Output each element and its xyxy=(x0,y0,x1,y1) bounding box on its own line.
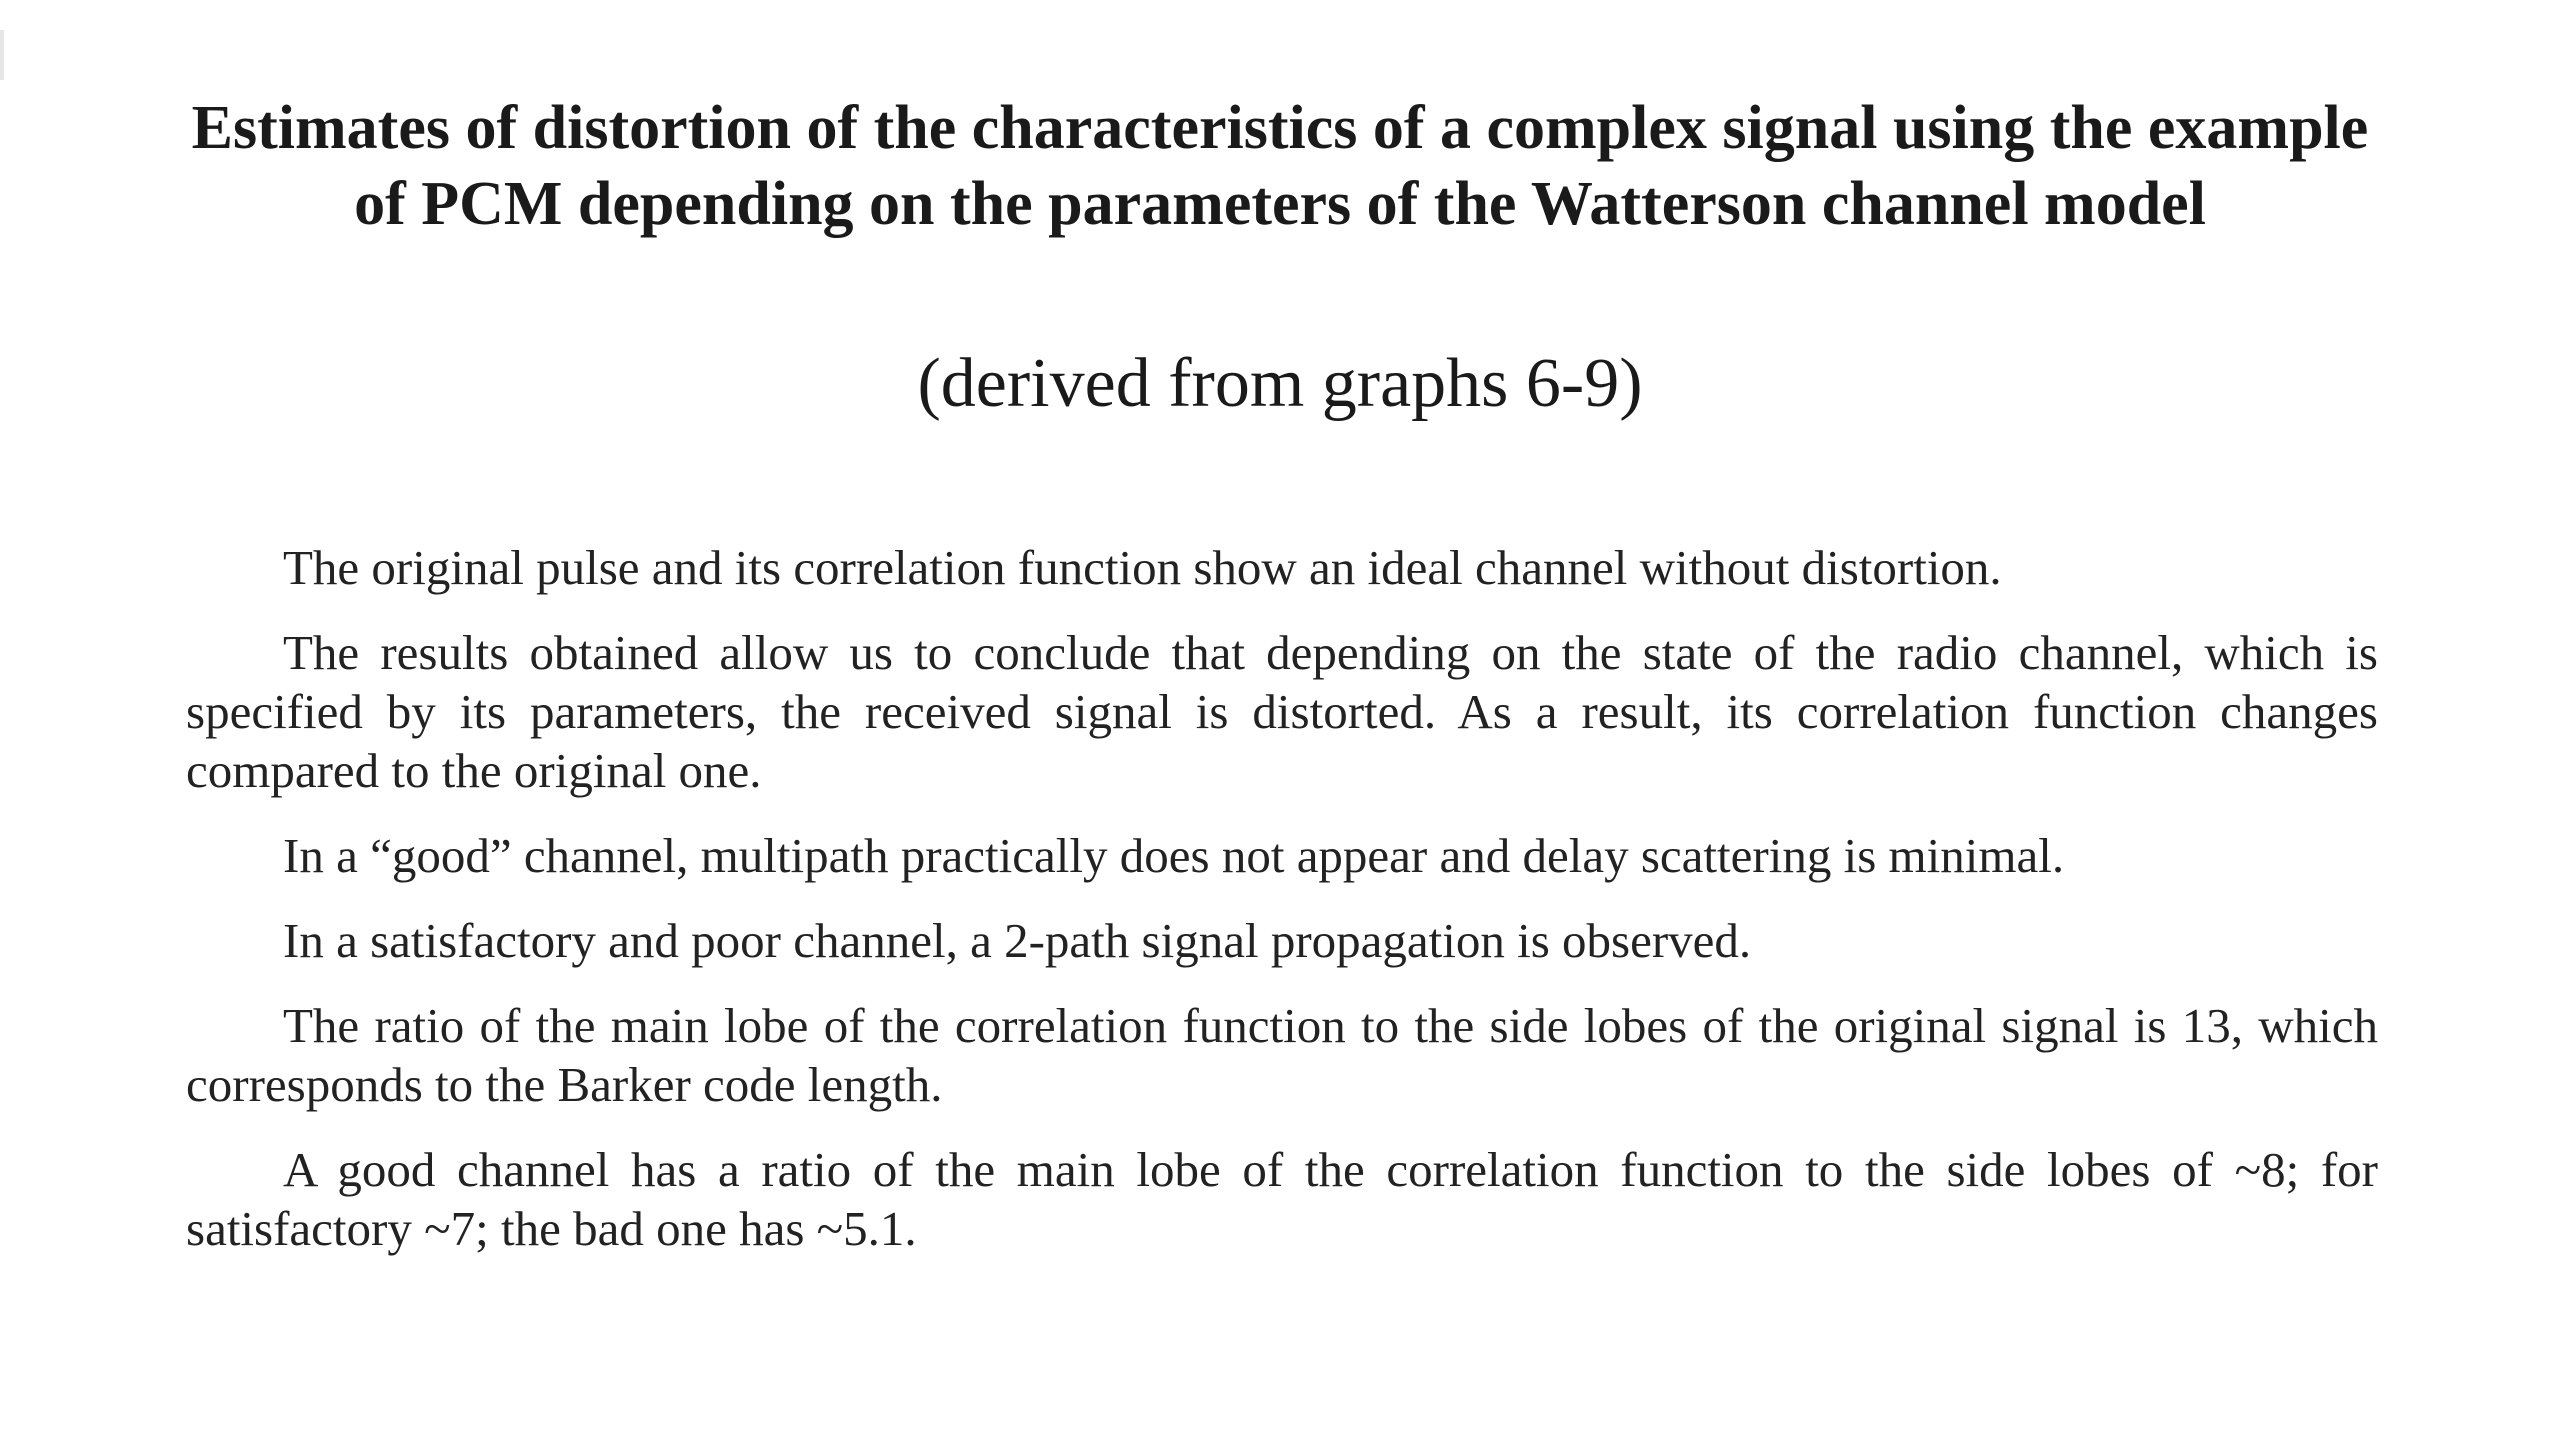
paragraph-barker-ratio: The ratio of the main lobe of the correlation function to the side lobes of the original signal is 13, which corresponds to the Barker code length. xyxy=(186,998,2378,1112)
paragraph-results: The results obtained allow us to conclude that depending on the state of the radio channel, which is specified by its parameters, the received signal is distorted. As a result, its correlation function changes compared to the original one. xyxy=(186,625,2378,798)
paragraph-good-channel: In a “good” channel, multipath practically does not appear and delay scattering is minimal. xyxy=(283,828,2065,883)
page-subtitle: (derived from graphs 6-9) xyxy=(917,345,1643,422)
edge-mark xyxy=(0,30,4,80)
paragraph-channel-ratios: A good channel has a ratio of the main lobe of the correlation function to the side lobes of ~8; for satisfactory ~7; the bad one has ~5.1. xyxy=(186,1142,2378,1256)
page-title: Estimates of distortion of the characteristics of a complex signal using the example of PCM depending on the parameters of the Watterson channel model xyxy=(191,94,2369,238)
body-text xyxy=(186,538,2378,1284)
paragraph-satisfactory-poor-channel: In a satisfactory and poor channel, a 2-path signal propagation is observed. xyxy=(283,913,1752,968)
paragraph-ideal-channel: The original pulse and its correlation function show an ideal channel without distortion. xyxy=(283,540,2002,595)
